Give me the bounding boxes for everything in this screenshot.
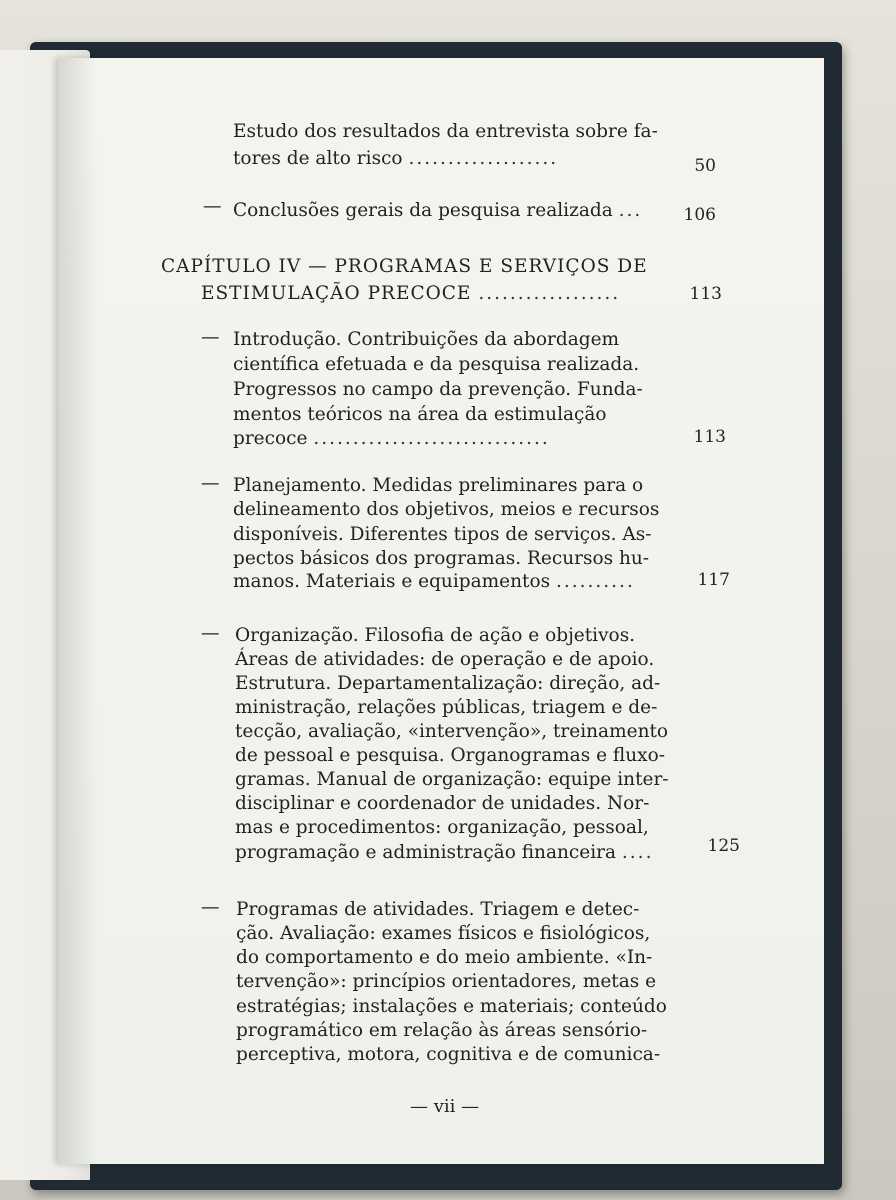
dot-leader: ..........: [556, 571, 635, 592]
toc-entry-line: ção. Avaliação: exames físicos e fisiológicos,: [236, 923, 651, 944]
page-number: 113: [689, 284, 722, 304]
chapter-title: ESTIMULAÇÃO PRECOCE ..................: [201, 283, 621, 304]
book-page: [58, 58, 824, 1164]
toc-entry-line: científica efetuada e da pesquisa realizada.: [233, 354, 640, 375]
toc-entry-line: gramas. Manual de organização: equipe inter-: [235, 769, 669, 790]
toc-entry-line: disponíveis. Diferentes tipos de serviços. As-: [233, 524, 652, 545]
chapter-title: CAPÍTULO IV — PROGRAMAS E SERVIÇOS DE: [161, 256, 648, 277]
toc-entry-line: disciplinar e coordenador de unidades. Nor-: [235, 793, 650, 814]
dot-leader: ..............................: [313, 428, 550, 449]
dot-leader: ....: [621, 842, 654, 863]
toc-entry-line: Áreas de atividades: de operação e de apoio.: [235, 649, 655, 670]
toc-entry-line: programático em relação às áreas sensório-: [236, 1020, 648, 1041]
page-gutter-shadow: [58, 58, 98, 1164]
toc-entry-line: perceptiva, motora, cognitiva e de comunica-: [236, 1044, 661, 1065]
toc-entry-line: Organização. Filosofia de ação e objetivos.: [235, 625, 636, 646]
toc-entry-line: Progressos no campo da prevenção. Funda-: [233, 379, 643, 400]
page-number: 106: [683, 205, 716, 225]
toc-entry-line: Programas de atividades. Triagem e detec-: [236, 899, 640, 920]
dot-leader: ..................: [478, 283, 621, 304]
toc-entry-line: programação e administração financeira ....: [235, 842, 654, 863]
entry-dash: —: [201, 327, 220, 348]
toc-entry-line: tecção, avaliação, «intervenção», treinamento: [235, 721, 669, 742]
toc-entry-line: manos. Materiais e equipamentos ..........: [233, 571, 635, 592]
toc-entry-line: precoce ..............................: [233, 428, 550, 449]
toc-entry-line: mas e procedimentos: organização, pessoal,: [235, 817, 649, 838]
toc-entry-line: pectos básicos dos programas. Recursos hu-: [233, 548, 650, 569]
toc-entry-line: ministração, relações públicas, triagem e de-: [235, 697, 658, 718]
page-number: 117: [697, 570, 730, 590]
entry-dash: —: [203, 196, 222, 217]
toc-entry-line: Planejamento. Medidas preliminares para o: [233, 475, 644, 496]
toc-entry-line: mentos teóricos na área da estimulação: [233, 404, 607, 425]
toc-entry-line: Estrutura. Departamentalização: direção, ad-: [235, 673, 661, 694]
dot-leader: ...................: [408, 148, 559, 169]
toc-entry-line: Introdução. Contribuições da abordagem: [233, 329, 620, 350]
page-number: 125: [707, 836, 740, 856]
dot-leader: ...: [618, 200, 643, 221]
toc-entry-line: Estudo dos resultados da entrevista sobre fa-: [233, 121, 658, 142]
toc-entry-line: tores de alto risco ...................: [233, 148, 559, 169]
page-number: 113: [693, 427, 726, 447]
toc-entry-line: Conclusões gerais da pesquisa realizada ...: [233, 200, 643, 221]
toc-entry-line: estratégias; instalações e materiais; conteúdo: [236, 996, 667, 1017]
toc-entry-line: tervenção»: princípios orientadores, metas e: [236, 971, 657, 992]
entry-dash: —: [201, 623, 220, 644]
toc-entry-line: de pessoal e pesquisa. Organogramas e fluxo-: [235, 745, 665, 766]
page-folio: — vii —: [410, 1096, 480, 1117]
toc-entry-line: delineamento dos objetivos, meios e recursos: [233, 499, 660, 520]
entry-dash: —: [201, 473, 220, 494]
page-number: 50: [694, 156, 716, 176]
entry-dash: —: [201, 897, 220, 918]
toc-entry-line: do comportamento e do meio ambiente. «In-: [236, 947, 653, 968]
